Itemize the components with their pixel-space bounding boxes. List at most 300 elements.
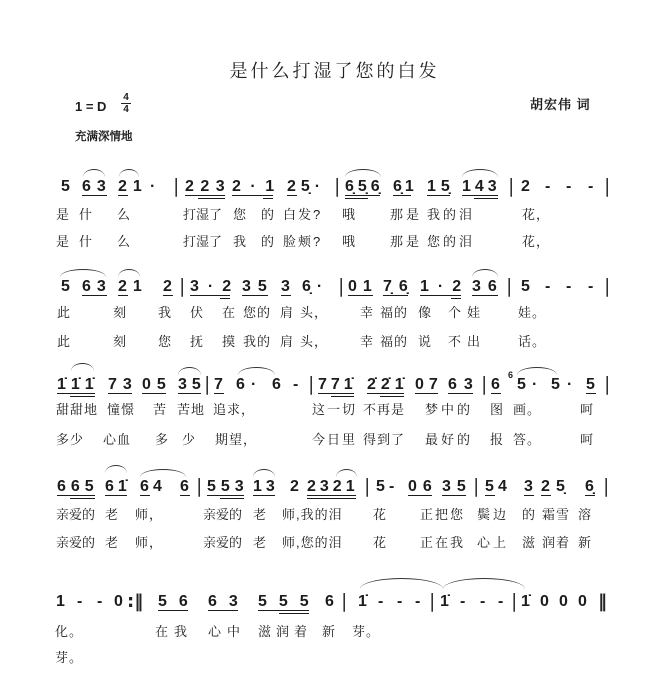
slur xyxy=(462,169,498,177)
beam-line xyxy=(307,495,356,496)
note: 35 xyxy=(178,376,206,393)
lyric: 脸颊? xyxy=(283,234,323,249)
beam-line xyxy=(190,295,230,296)
note: 2321 xyxy=(307,478,359,495)
barline: | xyxy=(173,175,180,197)
lyric: 老 xyxy=(253,535,268,550)
dash-extension: - xyxy=(566,278,572,295)
slur xyxy=(443,578,525,589)
lyric: 幸 xyxy=(360,305,375,320)
slur xyxy=(253,469,275,477)
beam-line xyxy=(263,198,273,199)
beam-line xyxy=(258,610,309,611)
note: 5 xyxy=(551,376,560,393)
lyric: 您的 xyxy=(243,305,272,320)
note: 3 xyxy=(524,478,533,495)
lyric: 多 xyxy=(155,432,170,447)
lyric: 话。 xyxy=(518,334,547,349)
barline: | xyxy=(604,373,611,395)
lyric: 您 xyxy=(233,207,248,222)
lyric: 此 xyxy=(57,334,72,349)
verse-1-line xyxy=(0,304,669,322)
note: 36 xyxy=(472,278,504,295)
note: 63 xyxy=(82,178,112,195)
lyric: 梦中的 xyxy=(425,402,474,417)
note: 5̣ xyxy=(556,478,565,495)
beam-line xyxy=(448,393,473,394)
verse-2-line xyxy=(0,534,669,552)
note: 15̣ xyxy=(427,178,455,195)
lyric: 苦地 xyxy=(177,402,206,417)
note: 2 xyxy=(163,278,172,295)
slur xyxy=(472,269,498,277)
lyric: 我 xyxy=(233,234,248,249)
lyric: 花， xyxy=(522,207,551,222)
verse-1-line xyxy=(0,623,669,641)
dash-extension: - xyxy=(97,593,103,610)
dash-extension: - xyxy=(480,593,486,610)
note: 1̇ xyxy=(521,593,530,610)
lyric: 我的 xyxy=(243,334,272,349)
note: 63 xyxy=(448,376,480,393)
beam-line xyxy=(118,195,128,196)
expression-marking: 充满深情地 xyxy=(75,131,133,143)
beam-line xyxy=(345,198,368,199)
note: 73 xyxy=(108,376,138,393)
song-title: 是什么打湿了您的白发 xyxy=(229,61,440,82)
rest: 0 xyxy=(114,593,123,610)
lyric: 憧憬 xyxy=(107,402,136,417)
note: 7̣6̣ xyxy=(383,278,415,295)
note: 5 xyxy=(61,278,70,295)
lyric: 芽。 xyxy=(352,624,381,639)
lyric: 正把您 xyxy=(420,507,466,522)
beam-line xyxy=(242,295,268,296)
beam-line xyxy=(70,396,95,397)
rest: 0 xyxy=(540,593,549,610)
lyric: 哦 xyxy=(342,234,357,249)
beam-line xyxy=(287,195,297,196)
note: 05 xyxy=(142,376,172,393)
dash-extension: - xyxy=(498,593,504,610)
lyric: 不再是 xyxy=(363,402,406,417)
beam-line xyxy=(462,195,498,196)
beam-line xyxy=(279,613,309,614)
lyric: 在我 xyxy=(155,624,194,639)
beam-line xyxy=(367,393,404,394)
lyric: 亲爱的 xyxy=(56,507,96,522)
lyric: 润着 xyxy=(542,535,571,550)
slur xyxy=(105,465,127,473)
beam-line xyxy=(408,495,432,496)
lyric: 的 xyxy=(261,207,276,222)
lyric: 呵 xyxy=(580,432,595,447)
beam-line xyxy=(345,195,380,196)
dash-extension: - xyxy=(545,178,551,195)
note: 553 xyxy=(207,478,249,495)
lyric: 苦 xyxy=(153,402,168,417)
beam-line xyxy=(415,393,438,394)
note: 6 xyxy=(140,478,149,495)
time-signature-bottom: 4 xyxy=(123,104,129,115)
beam-line xyxy=(524,495,534,496)
lyric: 花， xyxy=(522,234,551,249)
note: 1·2 xyxy=(420,278,471,295)
system-5 xyxy=(0,590,669,673)
lyric: 新 xyxy=(578,535,593,550)
lyric: 心上 xyxy=(477,535,510,550)
beam-line xyxy=(307,498,356,499)
lyric: 幸 xyxy=(360,334,375,349)
lyric: 我 xyxy=(158,305,173,320)
lyric: 福的 xyxy=(380,305,409,320)
beam-line xyxy=(57,495,95,496)
lyric: 肩 xyxy=(280,334,295,349)
augmentation-dot: · xyxy=(532,376,538,393)
lyric: 化。 xyxy=(55,624,84,639)
dash-extension: - xyxy=(588,278,594,295)
lyric: 么 xyxy=(117,207,132,222)
verse-1-line xyxy=(0,401,669,419)
beam-line xyxy=(232,195,273,196)
verse-1-line xyxy=(0,506,669,524)
dash-extension: - xyxy=(378,593,384,610)
lyric: 像 xyxy=(418,305,433,320)
lyric: 打湿了 xyxy=(183,234,223,249)
barline: | xyxy=(196,475,203,497)
lyric: 此 xyxy=(57,305,72,320)
dash-extension: - xyxy=(545,278,551,295)
lyric: 么 xyxy=(117,234,132,249)
lyric: 花 xyxy=(373,507,388,522)
final-barline: ‖ xyxy=(598,591,607,612)
system-3 xyxy=(0,370,669,456)
beam-line xyxy=(70,498,95,499)
lyric: 师， xyxy=(135,535,164,550)
lyric: 福的 xyxy=(380,334,409,349)
lyric: 最好的 xyxy=(425,432,474,447)
beam-line xyxy=(208,610,238,611)
beam-line xyxy=(105,495,127,496)
lyric: 在 xyxy=(222,305,237,320)
note: 6 xyxy=(272,376,281,393)
lyric: 正在我 xyxy=(420,535,466,550)
lyric: 是 xyxy=(56,234,71,249)
note: 6̣5̣6̣ xyxy=(345,178,384,195)
slur xyxy=(119,169,139,177)
note: 1̇ xyxy=(440,593,449,610)
note: 143 xyxy=(462,178,501,195)
beam-line xyxy=(420,295,461,296)
lyric: 那是 xyxy=(390,207,423,222)
lyric: 白发? xyxy=(283,207,323,222)
lyric: 霜雪 xyxy=(542,507,571,522)
beam-line xyxy=(541,495,551,496)
key-signature: 1 = D xyxy=(75,99,107,114)
repeat-end-barline: :‖ xyxy=(127,591,144,612)
note: 35 xyxy=(442,478,472,495)
slur xyxy=(83,169,105,177)
lyric: 心血 xyxy=(103,432,132,447)
note: 665 xyxy=(57,478,99,495)
slur xyxy=(336,469,357,477)
lyric: 图 xyxy=(490,402,505,417)
beam-line xyxy=(198,198,225,199)
dash-extension: - xyxy=(293,376,299,393)
lyric: 多少 xyxy=(56,432,85,447)
note: 21 xyxy=(118,178,148,195)
lyric: 亲爱的 xyxy=(203,535,243,550)
lyric: 答。 xyxy=(513,432,542,447)
slur xyxy=(71,363,94,371)
lyric: 老 xyxy=(105,507,120,522)
note: 3 xyxy=(281,278,290,295)
lyric: 这一切 xyxy=(312,402,358,417)
note: 223 xyxy=(185,178,232,195)
lyric: 娃。 xyxy=(518,305,547,320)
note: 6 xyxy=(236,376,245,393)
lyric: 师,您的泪 xyxy=(282,535,343,550)
beam-line xyxy=(331,396,354,397)
note: 61̇ xyxy=(105,478,131,495)
beam-line xyxy=(393,195,411,196)
verse-1-line xyxy=(0,206,669,224)
note: 56 xyxy=(158,593,200,610)
lyric: 摸 xyxy=(222,334,237,349)
note: 4 xyxy=(153,478,162,495)
dash-extension: - xyxy=(77,593,83,610)
lyric: 今日里 xyxy=(312,432,358,447)
note: 6̣ xyxy=(585,478,594,495)
beam-line xyxy=(383,295,408,296)
barline: | xyxy=(308,373,315,395)
beam-line xyxy=(108,393,132,394)
lyric: 肩 xyxy=(280,305,295,320)
beam-line xyxy=(214,393,224,394)
note: 6̣1 xyxy=(393,178,417,195)
lyric: 师,我的泪 xyxy=(282,507,343,522)
beam-line xyxy=(318,393,354,394)
note: 5 xyxy=(586,376,595,393)
lyric: 少 xyxy=(182,432,197,447)
barline: | xyxy=(204,373,211,395)
barline: | xyxy=(506,275,513,297)
lyric: 芽。 xyxy=(55,650,84,665)
slur xyxy=(517,367,557,375)
beam-line xyxy=(472,295,498,296)
lyricist-credit: 胡宏伟 词 xyxy=(530,97,591,112)
augmentation-dot: · xyxy=(251,376,257,393)
beam-line xyxy=(380,396,404,397)
note: 2 xyxy=(521,178,530,195)
note: 63 xyxy=(82,278,112,295)
verse-2-line xyxy=(0,333,669,351)
lyric: 花 xyxy=(373,535,388,550)
lyric: 抚 xyxy=(190,334,205,349)
barline: | xyxy=(508,175,515,197)
lyric: 的 xyxy=(261,234,276,249)
beam-line xyxy=(57,393,95,394)
note: 2 xyxy=(290,478,299,495)
note: 6 xyxy=(491,376,500,393)
beam-line xyxy=(158,610,188,611)
note: 35 xyxy=(242,278,274,295)
lyric: 是 xyxy=(56,207,71,222)
barline: | xyxy=(603,475,610,497)
lyric: 溶 xyxy=(578,507,593,522)
note: 1̇1̇1̇ xyxy=(57,376,99,393)
beam-line xyxy=(485,495,495,496)
lyric: 的 xyxy=(522,507,537,522)
lyric: 师， xyxy=(135,507,164,522)
note: 555 xyxy=(258,593,321,610)
beam-line xyxy=(185,195,225,196)
note: 5 xyxy=(485,478,494,495)
verse-2-line xyxy=(0,233,669,251)
lyric: 个 xyxy=(448,305,463,320)
lyric: 报 xyxy=(490,432,505,447)
lyric: 滋润着 xyxy=(258,624,313,639)
note: 07 xyxy=(415,376,443,393)
rest: 0 xyxy=(559,593,568,610)
lyric: 说 xyxy=(418,334,433,349)
beam-line xyxy=(585,495,595,496)
lyric: 刻 xyxy=(113,305,128,320)
lyric: 打湿了 xyxy=(183,207,223,222)
lyric: 新 xyxy=(322,624,337,639)
beam-line xyxy=(220,298,230,299)
lyric: 刻 xyxy=(113,334,128,349)
system-1 xyxy=(0,175,669,258)
slur xyxy=(345,169,381,177)
time-signature-top: 4 xyxy=(123,92,129,103)
lyric: 头， xyxy=(300,305,329,320)
beam-line xyxy=(180,495,190,496)
note: 06 xyxy=(408,478,438,495)
beam-line xyxy=(82,195,107,196)
note: 6 xyxy=(180,478,189,495)
dash-extension: - xyxy=(460,593,466,610)
lyric: 追求， xyxy=(213,402,256,417)
verse-2-line xyxy=(0,649,669,667)
note: 5 xyxy=(521,278,530,295)
note: 3·2 xyxy=(190,278,241,295)
note: 13 xyxy=(253,478,279,495)
lyric: 心中 xyxy=(208,624,247,639)
barline: | xyxy=(364,475,371,497)
barline: | xyxy=(429,590,436,612)
lyric: 我的泪 xyxy=(427,207,476,222)
note: 1 xyxy=(56,593,65,610)
barline: | xyxy=(473,475,480,497)
beam-line xyxy=(281,295,291,296)
lyric: 什 xyxy=(79,207,94,222)
beam-line xyxy=(474,198,498,199)
system-2 xyxy=(0,275,669,358)
slur xyxy=(140,469,186,477)
note: 7 xyxy=(214,376,223,393)
beam-line xyxy=(427,195,450,196)
note: 5 xyxy=(61,178,70,195)
beam-line xyxy=(586,393,596,394)
lyric: 伏 xyxy=(190,305,205,320)
barline: | xyxy=(334,175,341,197)
augmentation-dot: · xyxy=(567,376,573,393)
lyric: 呵 xyxy=(580,402,595,417)
beam-line xyxy=(491,393,501,394)
barline: | xyxy=(511,590,518,612)
barline: | xyxy=(179,275,186,297)
lyric: 那是 xyxy=(390,234,423,249)
beam-line xyxy=(451,298,461,299)
lyric: 鬓边 xyxy=(477,507,510,522)
lyric: 滋 xyxy=(522,535,537,550)
note: 5 xyxy=(376,478,385,495)
beam-line xyxy=(163,295,173,296)
note: 2·1 xyxy=(232,178,284,195)
lyric: 您的泪 xyxy=(427,234,476,249)
note: 4 xyxy=(498,478,507,495)
lyric: 老 xyxy=(253,507,268,522)
lyric: 画。 xyxy=(513,402,542,417)
augmentation-dot: · xyxy=(150,178,156,195)
note: 6 xyxy=(325,593,334,610)
dash-extension: - xyxy=(588,178,594,195)
lyric: 娃 xyxy=(467,305,482,320)
barline: | xyxy=(338,275,345,297)
dash-extension: - xyxy=(389,478,395,495)
beam-line xyxy=(348,295,373,296)
lyric: 甜甜地 xyxy=(56,402,99,417)
beam-line xyxy=(178,393,201,394)
beam-line xyxy=(207,495,244,496)
lyric: 期望， xyxy=(215,432,258,447)
lyric: 头， xyxy=(300,334,329,349)
rest: 0 xyxy=(578,593,587,610)
barline: | xyxy=(341,590,348,612)
barline: | xyxy=(481,373,488,395)
beam-line xyxy=(118,295,128,296)
note: 25̣· xyxy=(287,178,326,195)
slur xyxy=(118,269,140,277)
dash-extension: - xyxy=(397,593,403,610)
note: 6̣· xyxy=(302,278,329,295)
note: 01 xyxy=(348,278,378,295)
slur xyxy=(238,367,275,375)
dash-extension: - xyxy=(415,593,421,610)
note: 771̇ xyxy=(318,376,357,393)
verse-2-line xyxy=(0,431,669,449)
slur xyxy=(60,269,106,277)
note: 2 xyxy=(541,478,550,495)
beam-line xyxy=(82,295,107,296)
lyric: 不 xyxy=(448,334,463,349)
lyric: 得到了 xyxy=(363,432,406,447)
beam-line xyxy=(140,495,150,496)
barline: | xyxy=(604,175,611,197)
lyric: 亲爱的 xyxy=(203,507,243,522)
lyric: 老 xyxy=(105,535,120,550)
beam-line xyxy=(442,495,466,496)
note: 2̇2̇1̇ xyxy=(367,376,409,393)
lyric: 出 xyxy=(467,334,482,349)
beam-line xyxy=(253,495,275,496)
note: 1̇ xyxy=(358,593,367,610)
beam-line xyxy=(220,498,244,499)
note: 63 xyxy=(208,593,250,610)
dash-extension: - xyxy=(566,178,572,195)
slur xyxy=(178,367,201,375)
